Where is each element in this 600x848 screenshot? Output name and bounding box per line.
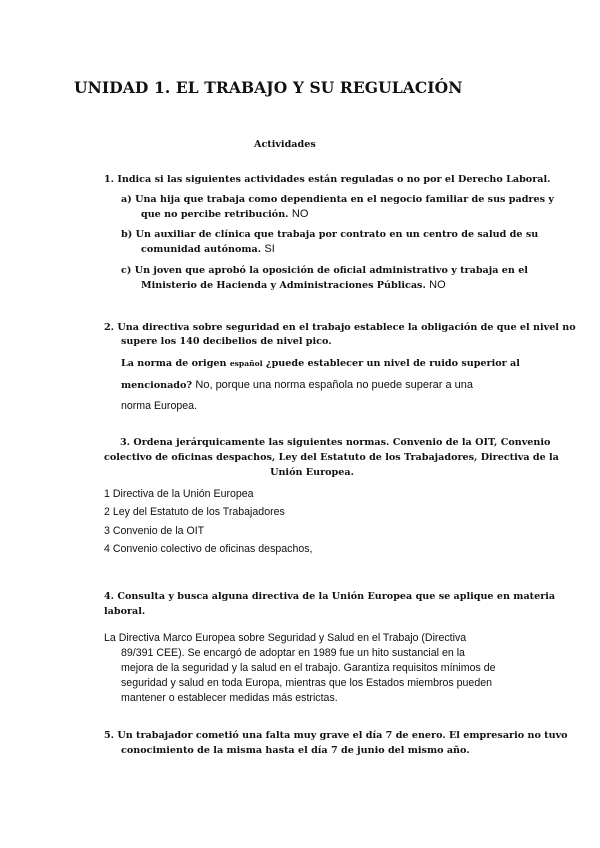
q2-sub-text-c: mencionado? (121, 380, 193, 391)
q1-item-b-line1: b) Un auxiliar de clínica que trabaja por contrato en un centro de salud de su (121, 229, 539, 240)
question-4-line1: 4. Consulta y busca alguna directiva de la Unión Europea que se aplique en materia (104, 591, 556, 602)
q4-answer-line4: seguridad y salud en toda Europa, mientras que los Estados miembros pueden (121, 677, 493, 689)
q4-answer-line3: mejora de la seguridad y la salud en el trabajo. Garantiza requisitos mínimos de (121, 662, 496, 674)
q2-sub-text-a: La norma de origen (121, 358, 230, 369)
q4-answer-line2: 89/391 CEE). Se encargó de adoptar en 1989 fue un hito sustancial en la (121, 647, 465, 659)
question-5-line1: 5. Un trabajador cometió una falta muy grave el día 7 de enero. El empresario no tuvo (104, 730, 568, 741)
q4-answer-line1: La Directiva Marco Europea sobre Seguridad y Salud en el Trabajo (Directiva (104, 632, 467, 644)
question-1: 1. Indica si las siguientes actividades están reguladas o no por el Derecho Laboral. (104, 174, 551, 185)
q2-sub-text-b: ¿puede establecer un nivel de ruido superior al (262, 358, 520, 369)
q1-item-c-line1: c) Un joven que aprobó la oposición de oficial administrativo y trabaja en el (121, 265, 528, 276)
q2-sub-text-small: español (229, 359, 263, 368)
q3-answer-4: 4 Convenio colectivo de oficinas despachos, (104, 543, 313, 555)
question-3-line1: 3. Ordena jerárquicamente las siguientes normas. Convenio de la OIT, Convenio (120, 437, 551, 448)
q1-item-a-line2 (141, 208, 308, 220)
question-2-line1: 2. Una directiva sobre seguridad en el trabajo establece la obligación de que el nivel no (104, 322, 576, 333)
question-3-line3: Unión Europea. (270, 467, 354, 478)
q3-answer-2: 2 Ley del Estatuto de los Trabajadores (104, 506, 285, 518)
question-2-sub-line2 (121, 379, 473, 391)
question-5-line2: conocimiento de la misma hasta el día 7 de junio del mismo año. (121, 745, 470, 756)
q1-item-c-line2 (141, 279, 446, 291)
q1-item-c-answer: NO (429, 279, 446, 291)
q3-answer-3: 3 Convenio de la OIT (104, 525, 205, 537)
q1-item-b-line2 (141, 243, 275, 255)
q3-answer-1: 1 Directiva de la Unión Europea (104, 488, 254, 500)
question-2-line2: supere los 140 decibelios de nivel pico. (121, 336, 332, 347)
q4-answer-line5: mantener o establecer medidas más estrictas. (121, 692, 338, 704)
q1-item-a-answer: NO (291, 208, 309, 220)
q1-item-a-text: que no percibe retribución. (141, 209, 289, 220)
page-title: UNIDAD 1. EL TRABAJO Y SU REGULACIÓN (74, 78, 463, 97)
q1-item-c-text: Ministerio de Hacienda y Administraciones Públicas. (141, 280, 426, 291)
q2-answer-line1: No, porque una norma española no puede superar a una (195, 379, 474, 391)
q1-item-b-text: comunidad autónoma. (141, 244, 262, 255)
question-3-line2: colectivo de oficinas despachos, Ley del Estatuto de los Trabajadores, Directiva de la (104, 452, 559, 463)
question-2-sub-line1 (121, 358, 520, 369)
question-4-line2: laboral. (104, 606, 146, 617)
q1-item-a-line1: a) Una hija que trabaja como dependienta en el negocio familiar de sus padres y (121, 194, 554, 205)
q1-item-b-answer: SI (264, 243, 275, 255)
q2-answer-line2: norma Europea. (121, 400, 197, 412)
section-heading: Actividades (254, 139, 316, 150)
